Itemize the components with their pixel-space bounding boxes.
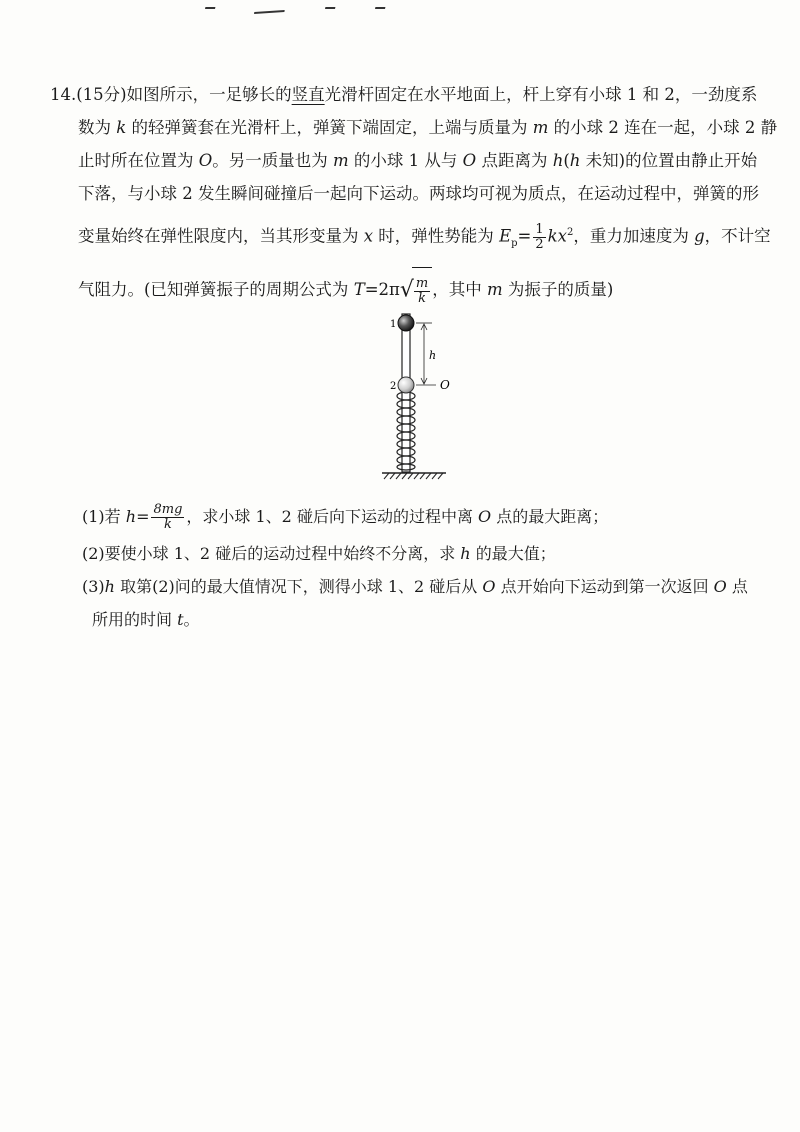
text: (2)要使小球 1、2 碰后的运动过程中始终不分离，求	[82, 544, 461, 563]
var-O: O	[482, 577, 496, 596]
fraction-numerator: 1	[535, 221, 544, 237]
question-number: 14.	[50, 85, 77, 104]
fraction-8mg-over-k	[151, 503, 184, 532]
equals: =	[517, 226, 532, 246]
question-line-6	[50, 267, 750, 314]
text: 的小球 2 连在一起，小球 2 静	[548, 118, 778, 137]
text: 取第(2)问的最大值情况下，测得小球 1、2 碰后从	[114, 577, 483, 596]
equals: =	[136, 507, 150, 526]
var-h: h	[569, 151, 581, 170]
var-h: h	[104, 577, 115, 596]
var-O: O	[478, 507, 492, 526]
fraction-m-over-k	[414, 277, 430, 306]
square-root	[400, 267, 432, 314]
var-E: E	[499, 226, 512, 246]
var-x: x	[363, 226, 374, 246]
text: ，求小球 1、2 碰后向下运动的过程中离	[186, 507, 479, 526]
text: 为振子的质量)	[502, 279, 614, 299]
fraction-denominator: k	[418, 290, 427, 306]
radicand	[412, 267, 432, 314]
text: (1)若	[82, 507, 126, 526]
ground-hatching	[384, 473, 443, 479]
question-score: (15分)	[76, 85, 127, 104]
sub-questions	[82, 497, 762, 636]
var-m: m	[532, 118, 549, 137]
text: 。	[183, 610, 200, 629]
text: 变量始终在弹性限度内，当其形变量为	[78, 226, 364, 246]
question-text-1c: 光滑杆固定在水平地面上，杆上穿有小球 1 和 2，一劲度系	[324, 85, 758, 104]
text: 未知)的位置由静止开始	[580, 151, 758, 170]
question-line-5	[50, 210, 771, 267]
sub-question-2	[82, 537, 762, 570]
text: 所用的时间	[92, 610, 178, 629]
question-text-underlined: 竖直	[291, 85, 325, 104]
var-t: t	[177, 610, 184, 629]
scan-mark	[374, 7, 385, 13]
text: 的小球 1 从与	[348, 151, 463, 170]
fraction-numerator: m	[415, 275, 429, 291]
text: (	[563, 151, 570, 170]
var-k: k	[116, 118, 127, 137]
text: 点的最大距离；	[491, 507, 609, 526]
fraction-numerator: 8mg	[153, 502, 183, 517]
text: 点开始向下运动到第一次返回	[495, 577, 714, 596]
sub-question-3-continued	[82, 603, 762, 636]
var-m: m	[486, 279, 503, 299]
text: 时，弹性势能为	[373, 226, 500, 246]
ball-2-label: 2	[390, 381, 397, 392]
ball-1-label: 1	[390, 319, 397, 330]
subscript-p: p	[511, 237, 518, 249]
fraction-denominator: k	[164, 517, 172, 532]
sub-question-3	[82, 570, 762, 603]
text: 点	[726, 577, 748, 596]
text: 点距离为	[476, 151, 553, 170]
var-T: T	[353, 279, 365, 299]
scan-artifact-marks	[204, 2, 427, 16]
var-kx: kx	[547, 226, 567, 246]
h-label: h	[429, 349, 437, 362]
spring-rod-figure	[376, 312, 466, 482]
text: ，重力加速度为	[573, 226, 695, 246]
var-O: O	[198, 151, 213, 170]
text: (3)	[82, 577, 105, 596]
superscript-2: 2	[566, 227, 574, 238]
var-h: h	[552, 151, 564, 170]
var-O: O	[462, 151, 477, 170]
fraction-denominator: 2	[535, 236, 544, 252]
text: 气阻力。(已知弹簧振子的周期公式为	[78, 279, 354, 299]
text: 下落，与小球 2 发生瞬间碰撞后一起向下运动。两球均可视为质点，在运动过程中，弹簧的形	[78, 184, 759, 203]
sub-question-1	[82, 497, 762, 537]
fraction-one-half	[533, 223, 545, 252]
radical-sign: √	[399, 277, 414, 303]
text: ，不计空	[704, 226, 771, 246]
text: 。另一质量也为	[212, 151, 334, 170]
var-h: h	[125, 507, 137, 526]
text: ，其中	[432, 279, 487, 299]
question-line-1	[50, 78, 758, 111]
scan-mark	[324, 7, 335, 13]
text: 止时所在位置为	[78, 151, 199, 170]
scan-mark	[254, 10, 285, 14]
var-h: h	[460, 544, 471, 563]
text: 数为	[78, 118, 117, 137]
question-text-1a: 如图所示，一足够长的	[126, 85, 292, 104]
ball-2	[398, 377, 414, 393]
text: 的最大值；	[470, 544, 556, 563]
var-O: O	[713, 577, 727, 596]
ball-1	[398, 315, 414, 331]
text: 的轻弹簧套在光滑杆上，弹簧下端固定，上端与质量为	[126, 118, 533, 137]
question-line-4	[50, 177, 759, 210]
question-line-3	[50, 144, 758, 177]
var-g: g	[694, 226, 705, 246]
scan-mark	[204, 7, 215, 13]
question-line-2	[50, 111, 778, 144]
equals-2pi: =2π	[364, 279, 400, 299]
o-label: O	[440, 378, 450, 392]
question-14	[50, 78, 778, 314]
var-m: m	[333, 151, 349, 170]
